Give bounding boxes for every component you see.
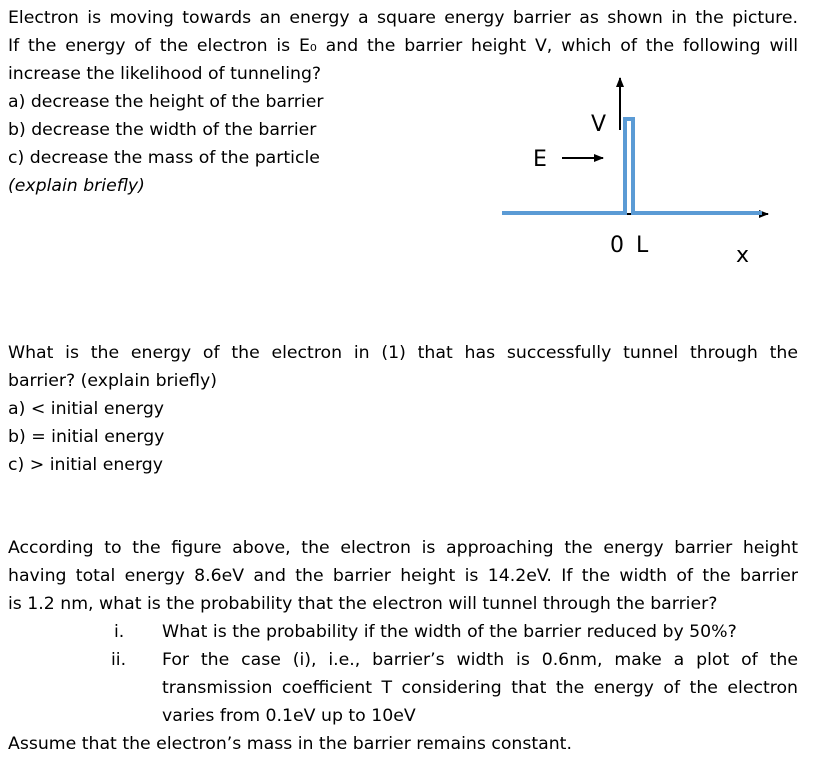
label-v: V xyxy=(591,112,607,137)
q1-option-a: a) decrease the height of the barrier xyxy=(8,92,324,112)
q3-line-2: having total energy 8.6eV and the barrier height is 14.2eV. If the width of the barrier xyxy=(8,566,798,586)
sub-ii-line-1: For the case (i), i.e., barrier’s width is 0.6nm, make a plot of the xyxy=(162,650,798,670)
label-l: L xyxy=(636,233,649,258)
q3-line-3: is 1.2 nm, what is the probability that the electron will tunnel through the barrier? xyxy=(8,594,718,614)
q1-note: (explain briefly) xyxy=(8,176,145,196)
q2-option-a: a) < initial energy xyxy=(8,399,165,419)
q1-option-b: b) decrease the width of the barrier xyxy=(8,120,317,140)
q1-option-c: c) decrease the mass of the particle xyxy=(8,148,320,168)
q2-line-2: barrier? (explain briefly) xyxy=(8,371,217,391)
sub-ii-line-2: transmission coefficient T considering that the energy of the electron xyxy=(162,678,798,698)
label-e: E xyxy=(533,147,547,172)
q2-option-c: c) > initial energy xyxy=(8,455,163,475)
sub-ii-line-3: varies from 0.1eV up to 10eV xyxy=(162,706,416,726)
label-zero: 0 xyxy=(610,233,624,258)
q3-closing: Assume that the electron’s mass in the barrier remains constant. xyxy=(8,734,572,754)
sub-ii-number: ii. xyxy=(111,650,127,670)
q2-option-b: b) = initial energy xyxy=(8,427,165,447)
q2-line-1: What is the energy of the electron in (1) that has successfully tunnel through the xyxy=(8,343,798,363)
q1-intro-line-1: Electron is moving towards an energy a square energy barrier as shown in the picture. xyxy=(8,8,798,28)
sub-i-number: i. xyxy=(114,622,125,642)
sub-i-text: What is the probability if the width of the barrier reduced by 50%? xyxy=(162,622,737,642)
q3-line-1: According to the figure above, the electron is approaching the energy barrier height xyxy=(8,538,798,558)
label-x: x xyxy=(736,243,750,268)
barrier-diagram xyxy=(490,70,780,270)
q1-intro-line-3: increase the likelihood of tunneling? xyxy=(8,64,322,84)
q1-intro-line-2: If the energy of the electron is E₀ and the barrier height V, which of the following will xyxy=(8,36,798,56)
